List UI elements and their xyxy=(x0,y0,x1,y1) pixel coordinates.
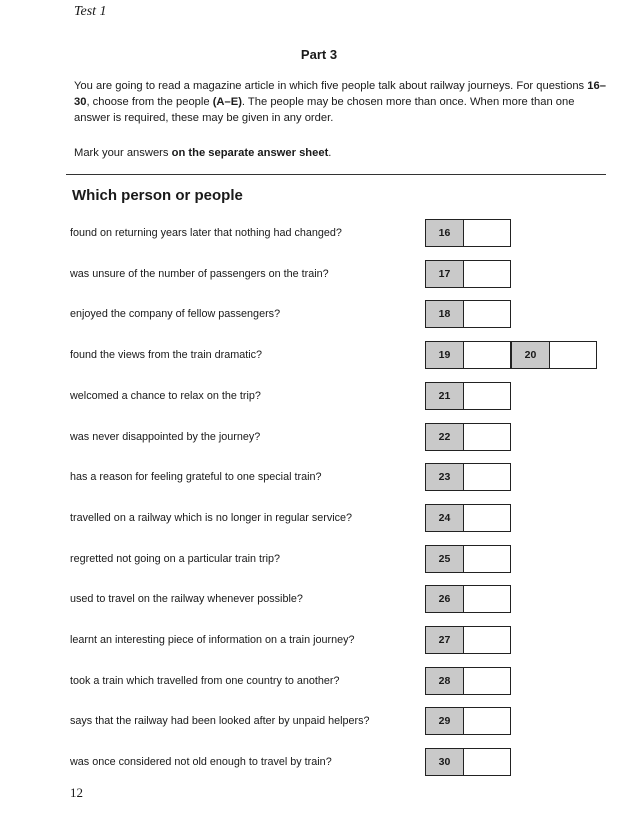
answer-blank[interactable] xyxy=(464,505,510,531)
section-heading: Which person or people xyxy=(72,187,243,204)
question-number: 21 xyxy=(426,383,464,409)
question-number: 18 xyxy=(426,301,464,327)
answer-box[interactable] xyxy=(425,260,511,288)
question-number: 30 xyxy=(426,749,464,775)
question-number: 20 xyxy=(512,342,550,368)
question-number: 26 xyxy=(426,586,464,612)
question-row xyxy=(0,260,638,290)
question-text: welcomed a chance to relax on the trip? xyxy=(70,389,261,402)
question-row xyxy=(0,341,638,371)
divider xyxy=(66,174,606,175)
question-text: was never disappointed by the journey? xyxy=(70,430,261,443)
question-row xyxy=(0,545,638,575)
answer-box[interactable] xyxy=(425,504,511,532)
answer-box[interactable] xyxy=(425,585,511,613)
answer-blank[interactable] xyxy=(464,668,510,694)
question-text: used to travel on the railway whenever possible? xyxy=(70,593,303,606)
answer-box[interactable] xyxy=(511,341,597,369)
part-title: Part 3 xyxy=(300,47,338,62)
question-number: 16 xyxy=(426,220,464,246)
answer-blank[interactable] xyxy=(464,342,510,368)
question-number: 22 xyxy=(426,424,464,450)
question-text: enjoyed the company of fellow passengers? xyxy=(70,308,281,321)
question-row xyxy=(0,219,638,249)
answer-box[interactable] xyxy=(425,219,511,247)
question-number: 25 xyxy=(426,546,464,572)
question-row xyxy=(0,463,638,493)
answer-sheet-instruction: Mark your answers on the separate answer sheet. xyxy=(74,147,332,159)
answer-box[interactable] xyxy=(425,463,511,491)
answer-box[interactable] xyxy=(425,545,511,573)
answer-blank[interactable] xyxy=(464,464,510,490)
question-text: says that the railway had been looked after by unpaid helpers? xyxy=(70,715,370,728)
question-text: travelled on a railway which is no longer in regular service? xyxy=(70,511,353,524)
answer-box[interactable] xyxy=(425,423,511,451)
answer-box[interactable] xyxy=(425,382,511,410)
answer-blank[interactable] xyxy=(464,627,510,653)
answer-blank[interactable] xyxy=(464,586,510,612)
question-number: 19 xyxy=(426,342,464,368)
question-row xyxy=(0,748,638,778)
question-row xyxy=(0,300,638,330)
question-row xyxy=(0,626,638,656)
question-number: 28 xyxy=(426,668,464,694)
answer-box[interactable] xyxy=(425,341,511,369)
question-text: regretted not going on a particular train trip? xyxy=(70,552,281,565)
question-row xyxy=(0,707,638,737)
answer-box[interactable] xyxy=(425,626,511,654)
question-row xyxy=(0,667,638,697)
answer-blank[interactable] xyxy=(464,546,510,572)
question-number: 17 xyxy=(426,261,464,287)
answer-blank[interactable] xyxy=(464,220,510,246)
question-number: 27 xyxy=(426,627,464,653)
question-row xyxy=(0,382,638,412)
answer-blank[interactable] xyxy=(464,383,510,409)
answer-box[interactable] xyxy=(425,748,511,776)
instructions-paragraph: You are going to read a magazine article in which five people talk about railway journeys. For questions 16–30, choose from the people (A–E). The people may be chosen more than once. When more than one answer is required, these may be given in any order. xyxy=(74,80,606,124)
question-text: learnt an interesting piece of information on a train journey? xyxy=(70,634,355,646)
question-text: found the views from the train dramatic? xyxy=(70,349,263,362)
question-row xyxy=(0,423,638,453)
answer-box[interactable] xyxy=(425,707,511,735)
question-text: was once considered not old enough to travel by train? xyxy=(70,756,332,769)
question-number: 29 xyxy=(426,708,464,734)
question-number: 24 xyxy=(426,505,464,531)
question-text: was unsure of the number of passengers on the train? xyxy=(70,267,329,280)
question-text: has a reason for feeling grateful to one special train? xyxy=(70,471,322,484)
question-number: 23 xyxy=(426,464,464,490)
question-row xyxy=(0,504,638,534)
question-row xyxy=(0,585,638,615)
answer-box[interactable] xyxy=(425,300,511,328)
answer-blank[interactable] xyxy=(464,301,510,327)
answer-blank[interactable] xyxy=(464,708,510,734)
question-text: found on returning years later that nothing had changed? xyxy=(70,227,342,239)
running-head: Test 1 xyxy=(74,4,107,19)
question-text: took a train which travelled from one country to another? xyxy=(70,674,340,687)
answer-blank[interactable] xyxy=(550,342,596,368)
answer-blank[interactable] xyxy=(464,424,510,450)
answer-blank[interactable] xyxy=(464,749,510,775)
answer-blank[interactable] xyxy=(464,261,510,287)
answer-box[interactable] xyxy=(425,667,511,695)
page-number: 12 xyxy=(70,785,83,800)
